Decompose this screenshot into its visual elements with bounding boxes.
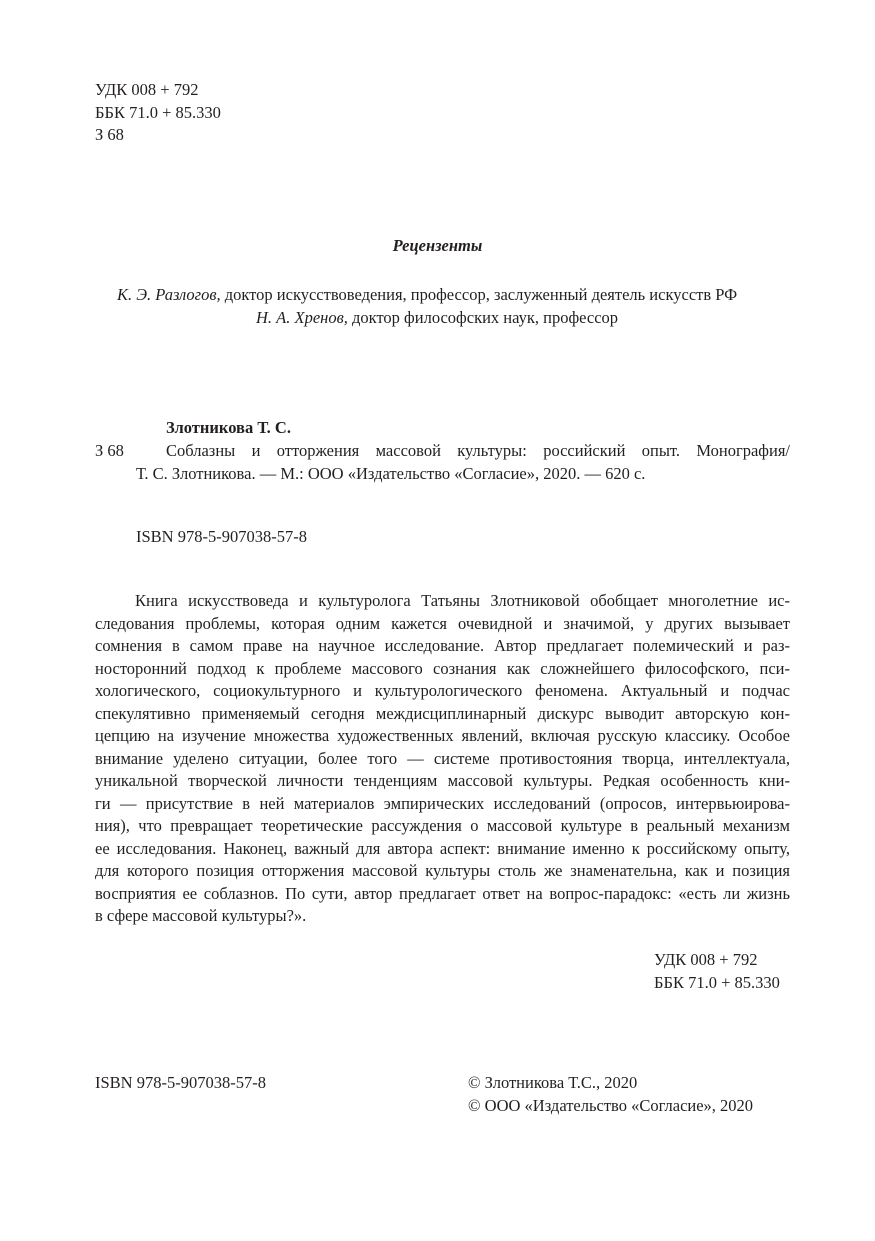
abstract-line: носторонний подход к проблеме массового сознания как сложнейшего философского, пси- bbox=[95, 658, 790, 678]
copyright-author: © Злотникова Т.С., 2020 bbox=[468, 1073, 638, 1092]
abstract-line: ги — присутствие в ней материалов эмпирических исследований (опросов, интервьюирова- bbox=[95, 793, 790, 813]
bib-line-1: Соблазны и отторжения массовой культуры: российский опыт. Монография/ bbox=[166, 441, 790, 460]
abstract-line: в сфере массовой культуры?». bbox=[95, 906, 307, 925]
reviewer-name: К. Э. Разлогов, bbox=[117, 285, 221, 304]
reviewer-2 bbox=[256, 307, 618, 330]
reviewer-1 bbox=[117, 284, 737, 307]
abstract-line: ния), что превращает теоретические рассуждения о массовой культуре в реальный механизм bbox=[95, 816, 790, 835]
bbk-code: ББК 71.0 + 85.330 bbox=[95, 102, 221, 122]
bib-author: Злотникова Т. С. bbox=[166, 418, 291, 437]
copyright-publisher: © ООО «Издательство «Согласие», 2020 bbox=[468, 1095, 754, 1115]
abstract-line: хологического, социокультурного и культурологического феномена. Актуальный и подчас bbox=[95, 681, 790, 700]
reviewer-desc: доктор философских наук, профессор bbox=[352, 308, 619, 327]
abstract-line: восприятия ее соблазнов. По сути, автор предлагает ответ на вопрос-парадокс: «есть ли жизнь bbox=[95, 883, 790, 903]
abstract-line: уникальной творческой личности тенденциям массовой культуры. Редкая особенность кни- bbox=[95, 771, 790, 790]
reviewer-name: Н. А. Хренов, bbox=[256, 308, 348, 327]
bib-isbn: ISBN 978-5-907038-57-8 bbox=[136, 527, 307, 546]
abstract-line: для которого позиция отторжения массовой культуры столь же знаменательна, как и позиция bbox=[95, 861, 790, 880]
abstract-line: внимание уделено ситуации, более того — системе противостояния творца, интеллектуала, bbox=[95, 748, 790, 768]
classification-block bbox=[95, 79, 221, 147]
bib-mark: З 68 bbox=[95, 441, 124, 460]
udk-code: УДК 008 + 792 bbox=[95, 80, 199, 99]
abstract-line: следования проблемы, которая одним кажется очевидной и значимой, у других вызывает bbox=[95, 613, 790, 633]
footer-isbn: ISBN 978-5-907038-57-8 bbox=[95, 1073, 266, 1092]
reviewer-desc: доктор искусствоведения, профессор, заслуженный деятель искусств РФ bbox=[224, 285, 738, 304]
abstract-line: ее исследования. Наконец, важный для автора аспект: внимание именно к российскому опыту, bbox=[95, 838, 790, 858]
abstract-line: сомнения в самом праве на научное исследование. Автор предлагает полемический и раз- bbox=[95, 636, 790, 655]
bib-line-2: Т. С. Злотникова. — М.: ООО «Издательство «Согласие», 2020. — 620 с. bbox=[136, 464, 646, 483]
abstract-line: Книга искусствоведа и культуролога Татьяны Злотниковой обобщает многолетние ис- bbox=[135, 591, 790, 610]
footer-udk: УДК 008 + 792 bbox=[654, 950, 758, 969]
abstract-paragraph bbox=[95, 590, 790, 928]
footer-classification bbox=[654, 949, 780, 994]
reviewers-heading: Рецензенты bbox=[392, 236, 483, 255]
footer-bbk: ББК 71.0 + 85.330 bbox=[654, 972, 780, 992]
abstract-line: цепцию на изучение множества художественных явлений, включая русскую классику. Особое bbox=[95, 726, 790, 745]
copyright-block bbox=[468, 1072, 753, 1117]
author-mark: З 68 bbox=[95, 125, 124, 144]
abstract-line: спекулятивно применяемый сегодня междисциплинарный дискурс выводит авторскую кон- bbox=[95, 703, 790, 723]
